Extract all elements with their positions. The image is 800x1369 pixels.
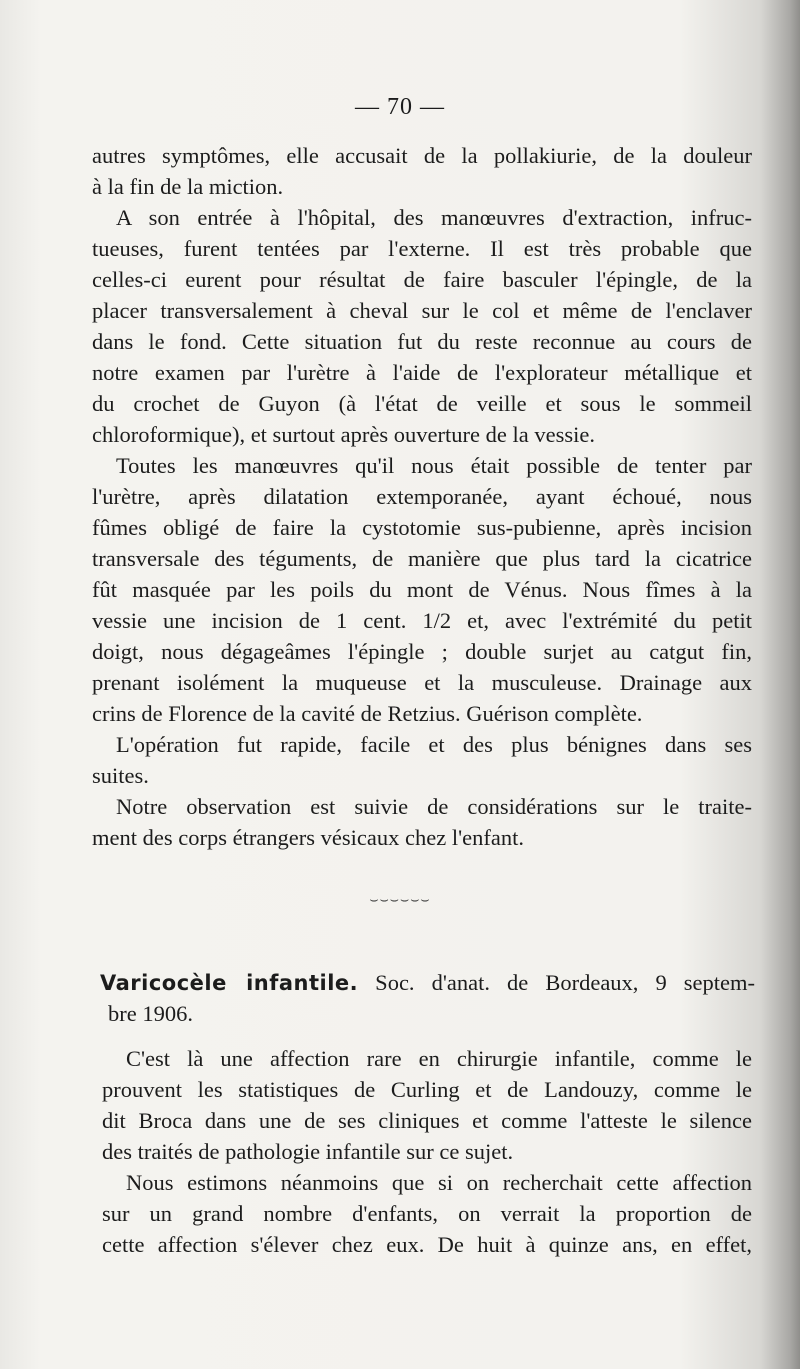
text-line: fût masquée par les poils du mont de Vénus. Nous fîmes à la: [92, 577, 752, 602]
text-line: des traités de pathologie infantile sur ce sujet.: [102, 1139, 514, 1164]
text-line: prenant isolément la muqueuse et la musculeuse. Drainage aux: [92, 670, 752, 695]
text-line: Notre observation est suivie de considérations sur le traite-: [116, 794, 752, 819]
text-line: L'opération fut rapide, facile et des plus bénignes dans ses: [116, 732, 752, 757]
heading-line: [100, 967, 755, 998]
text-line: tueuses, furent tentées par l'externe. Il est très probable que: [92, 236, 752, 261]
heading-title: Varicocèle infantile.: [100, 971, 359, 995]
text-line: dans le fond. Cette situation fut du reste reconnue au cours de: [92, 329, 752, 354]
text-line: l'urètre, après dilatation extemporanée, ayant échoué, nous: [92, 484, 752, 509]
text-line: cette affection s'élever chez eux. De huit à quinze ans, en effet,: [102, 1232, 752, 1257]
section-heading: [100, 967, 755, 1029]
text-line: placer transversalement à cheval sur le col et même de l'enclaver: [92, 298, 752, 323]
page-number: — 70 —: [355, 94, 445, 120]
text-block-observation: [92, 140, 752, 853]
text-line: chloroformique), et surtout après ouverture de la vessie.: [92, 422, 595, 447]
text-line: dit Broca dans une de ses cliniques et comme l'atteste le silence: [102, 1108, 752, 1133]
heading-line: bre 1906.: [108, 1001, 193, 1026]
text-line: A son entrée à l'hôpital, des manœuvres d'extraction, infruc-: [116, 205, 752, 230]
section-ornament: ⌣⌣⌣⌣⌣⌣: [369, 893, 431, 908]
text-line: du crochet de Guyon (à l'état de veille et sous le sommeil: [92, 391, 752, 416]
text-line: ment des corps étrangers vésicaux chez l'enfant.: [92, 825, 524, 850]
text-line: celles-ci eurent pour résultat de faire basculer l'épingle, de la: [92, 267, 752, 292]
text-line: autres symptômes, elle accusait de la pollakiurie, de la douleur: [92, 143, 752, 168]
text-line: C'est là une affection rare en chirurgie infantile, comme le: [126, 1046, 752, 1071]
text-line: crins de Florence de la cavité de Retzius. Guérison complète.: [92, 701, 643, 726]
text-line: Nous estimons néanmoins que si on recherchait cette affection: [126, 1170, 752, 1195]
heading-source: Soc. d'anat. de Bordeaux, 9 septem-: [358, 970, 755, 995]
text-line: Toutes les manœuvres qu'il nous était possible de tenter par: [116, 453, 752, 478]
text-line: vessie une incision de 1 cent. 1/2 et, avec l'extrémité du petit: [92, 608, 752, 633]
text-line: notre examen par l'urètre à l'aide de l'explorateur métallique et: [92, 360, 752, 385]
text-line: suites.: [92, 763, 149, 788]
text-line: sur un grand nombre d'enfants, on verrait la proportion de: [102, 1201, 752, 1226]
text-line: doigt, nous dégageâmes l'épingle ; double surjet au catgut fin,: [92, 639, 752, 664]
text-line: prouvent les statistiques de Curling et de Landouzy, comme le: [102, 1077, 752, 1102]
text-line: fûmes obligé de faire la cystotomie sus-pubienne, après incision: [92, 515, 752, 540]
text-line: transversale des téguments, de manière que plus tard la cicatrice: [92, 546, 752, 571]
text-line: à la fin de la miction.: [92, 174, 284, 199]
text-block-varicocele: [102, 1043, 752, 1260]
